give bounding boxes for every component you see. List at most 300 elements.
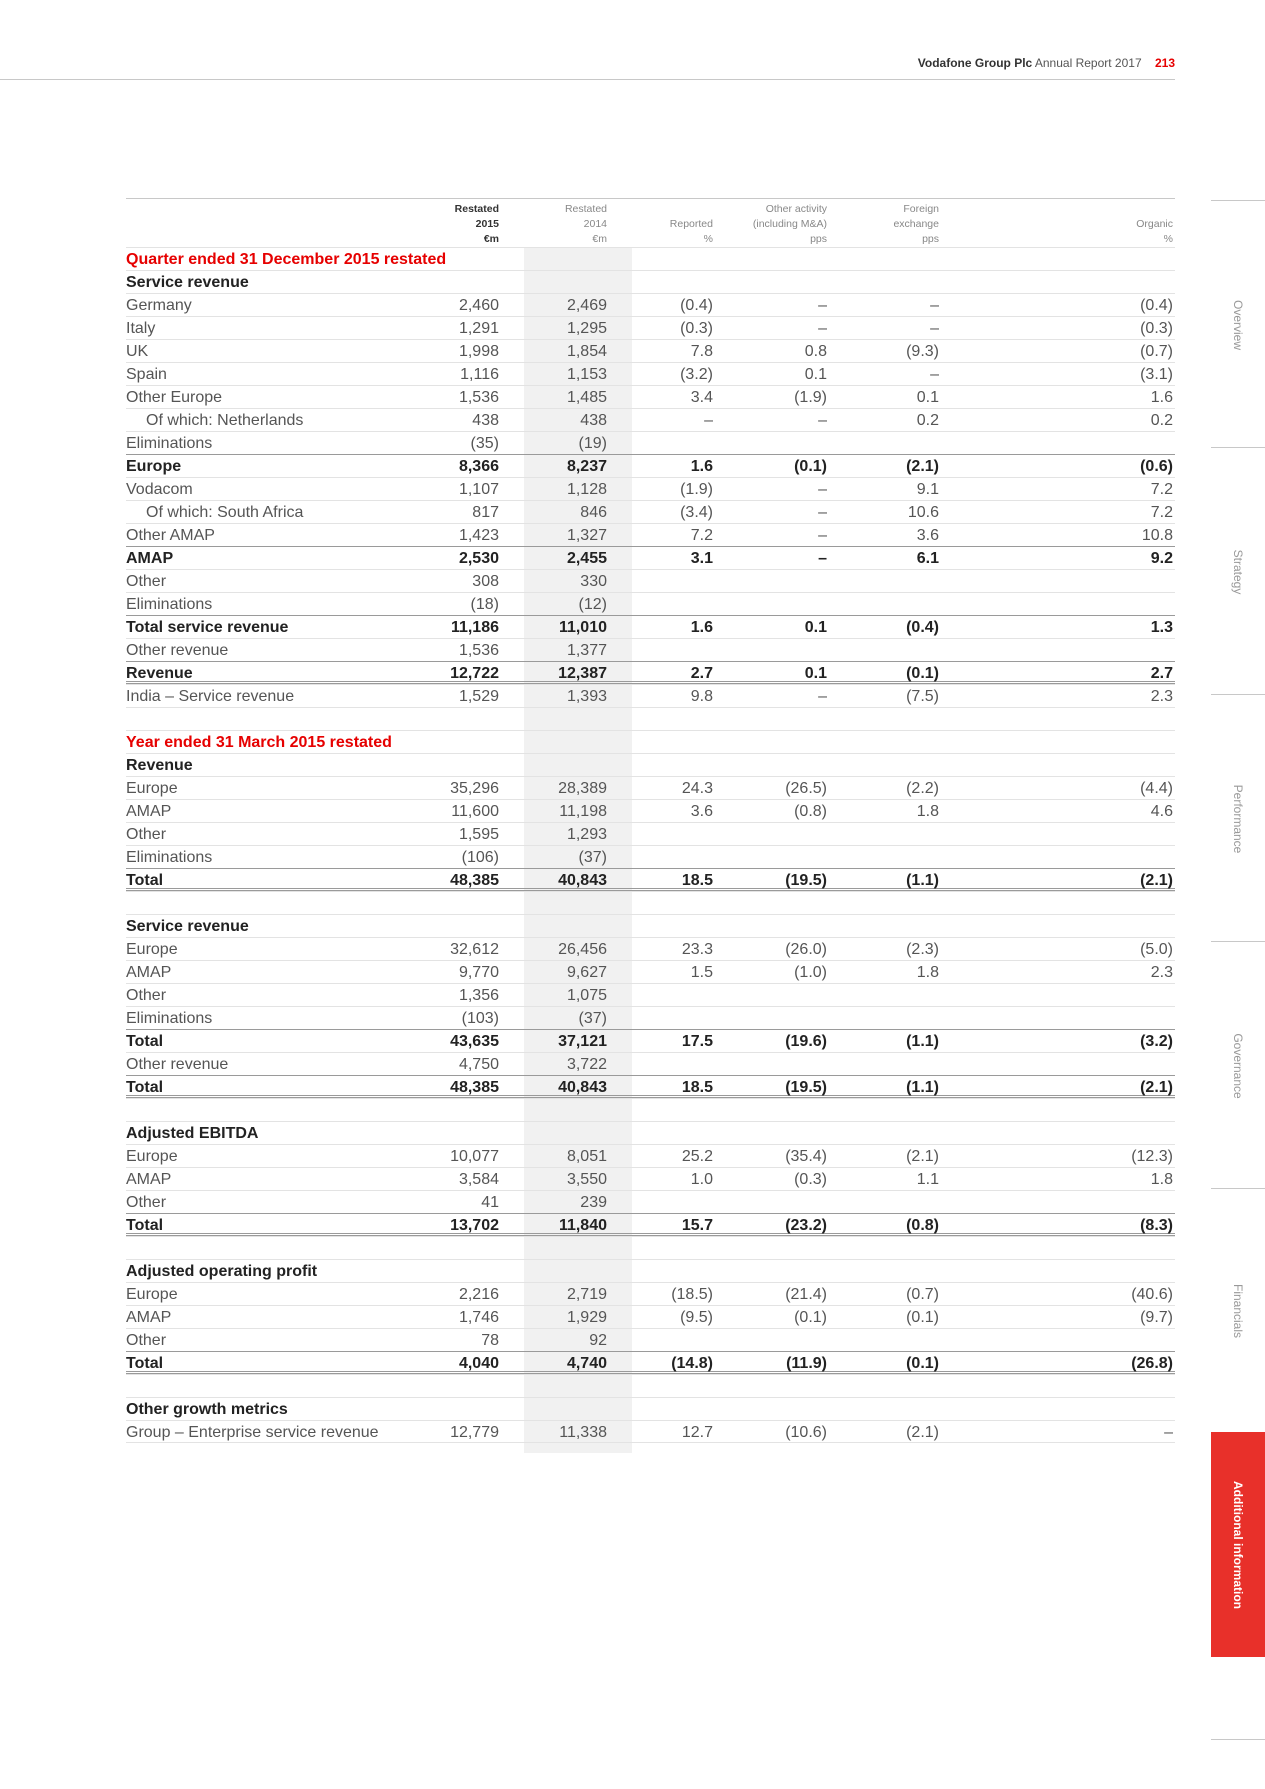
cell-value: 0.2	[1150, 412, 1173, 429]
table-row	[126, 1167, 1175, 1190]
cell-value: 1,536	[458, 642, 499, 659]
row-label: Europe	[126, 1286, 178, 1303]
cell-value: 7.2	[1150, 504, 1173, 521]
cell-value: 1,423	[458, 527, 499, 544]
cell-value: –	[818, 297, 827, 314]
cell-value: –	[930, 366, 939, 383]
page-header	[918, 56, 1175, 70]
row-label: Year ended 31 March 2015 restated	[126, 734, 392, 751]
cell-value: (21.4)	[785, 1286, 827, 1303]
cell-value: 2,530	[458, 550, 499, 567]
table-row	[126, 385, 1175, 408]
cell-value: (0.7)	[1140, 343, 1173, 360]
row-label: Spain	[126, 366, 167, 383]
cell-value: (11.9)	[786, 1355, 827, 1372]
cell-value: 13,702	[450, 1217, 499, 1234]
cell-value: 1,536	[458, 389, 499, 406]
cell-value: (1.1)	[906, 872, 939, 889]
cell-value: 4.6	[1150, 803, 1173, 820]
row-label: Europe	[126, 941, 178, 958]
table-row	[126, 730, 1175, 753]
cell-value: (3.4)	[680, 504, 713, 521]
cell-value: 35,296	[450, 780, 499, 797]
row-label: Quarter ended 31 December 2015 restated	[126, 251, 447, 268]
cell-value: 2,216	[458, 1286, 499, 1303]
cell-value: 1,291	[458, 320, 499, 337]
table-row	[126, 500, 1175, 523]
spacer-row	[126, 1098, 1175, 1121]
table-row	[126, 1052, 1175, 1075]
cell-value: 2.7	[1150, 665, 1173, 682]
row-label: Revenue	[126, 757, 193, 774]
cell-value: (0.4)	[1140, 297, 1173, 314]
cell-value: (0.8)	[794, 803, 827, 820]
row-label: Total service revenue	[126, 619, 289, 636]
table-row	[126, 845, 1175, 868]
cell-value: 37,121	[558, 1033, 607, 1050]
tab-label: Governance	[1231, 1032, 1245, 1099]
cell-value: 3,550	[566, 1171, 607, 1188]
cell-value: (10.6)	[785, 1424, 827, 1441]
cell-value: (0.3)	[1140, 320, 1173, 337]
row-label: Total	[126, 1217, 164, 1234]
cell-value: 1,595	[458, 826, 499, 843]
cell-value: (1.9)	[794, 389, 827, 406]
cell-value: 9,627	[566, 964, 607, 981]
cell-value: (3.2)	[680, 366, 713, 383]
table-row	[126, 569, 1175, 592]
cell-value: (5.0)	[1140, 941, 1173, 958]
cell-value: (0.3)	[680, 320, 713, 337]
company-name: Vodafone Group Plc	[917, 56, 1033, 70]
row-label: Of which: South Africa	[146, 504, 304, 521]
table-row	[126, 293, 1175, 316]
table-row	[126, 1305, 1175, 1328]
spacer-row	[126, 1236, 1175, 1259]
cell-value: 1.8	[1150, 1171, 1173, 1188]
cell-value: 26,456	[558, 941, 607, 958]
cell-value: (2.1)	[1140, 872, 1173, 889]
tab-performance[interactable]	[1211, 694, 1265, 942]
row-label: Total	[126, 1355, 164, 1372]
table-row	[126, 1029, 1175, 1052]
row-label: Europe	[126, 1148, 178, 1165]
row-label: AMAP	[126, 803, 172, 820]
cell-value: –	[818, 504, 827, 521]
cell-value: 1.3	[1150, 619, 1173, 636]
cell-value: 4,740	[566, 1355, 607, 1372]
column-header-line: Organic	[1136, 218, 1173, 230]
cell-value: 11,840	[558, 1217, 607, 1234]
cell-value: (0.1)	[906, 1309, 939, 1326]
row-label: Italy	[126, 320, 156, 337]
cell-value: (19.5)	[785, 872, 827, 889]
cell-value: (23.2)	[785, 1217, 827, 1234]
cell-value: (3.1)	[1140, 366, 1173, 383]
table-row	[126, 1420, 1175, 1443]
cell-value: 18.5	[681, 1079, 713, 1096]
cell-value: (1.1)	[906, 1033, 939, 1050]
cell-value: (2.1)	[906, 458, 939, 475]
table-row	[126, 431, 1175, 454]
spacer-row	[126, 707, 1175, 730]
cell-value: (2.1)	[906, 1148, 939, 1165]
cell-value: 1.8	[916, 964, 939, 981]
row-label: Adjusted operating profit	[126, 1263, 318, 1280]
column-header-line: 2014	[583, 218, 607, 230]
table-row	[126, 362, 1175, 385]
column-header-3	[670, 217, 713, 247]
column-header-4	[753, 202, 827, 247]
cell-value: 18.5	[681, 872, 713, 889]
cell-value: 0.1	[916, 389, 939, 406]
column-header-line: Restated	[564, 203, 607, 215]
cell-value: (2.3)	[906, 941, 939, 958]
cell-value: (18)	[470, 596, 499, 613]
tabs-bottom-rule	[1211, 1739, 1265, 1740]
cell-value: 3.1	[690, 550, 713, 567]
tab-additional-information[interactable]	[1211, 1432, 1265, 1657]
cell-value: (103)	[461, 1010, 499, 1027]
column-header-5	[893, 202, 939, 247]
cell-value: 8,366	[458, 458, 499, 475]
row-label: Total	[126, 1079, 164, 1096]
header-rule	[0, 79, 1175, 80]
cell-value: –	[818, 481, 827, 498]
table-row	[126, 316, 1175, 339]
row-label: Other growth metrics	[126, 1401, 288, 1418]
row-label: Other	[126, 987, 167, 1004]
table-row	[126, 454, 1175, 477]
cell-value: 2.7	[690, 665, 713, 682]
cell-value: 41	[481, 1194, 499, 1211]
cell-value: 1,327	[566, 527, 607, 544]
cell-value: (37)	[578, 1010, 607, 1027]
row-label: Other AMAP	[126, 527, 215, 544]
cell-value: 40,843	[558, 872, 607, 889]
table-row	[126, 1006, 1175, 1029]
column-header-line: pps	[922, 233, 939, 245]
row-label: Of which: Netherlands	[146, 412, 304, 429]
row-label: AMAP	[126, 964, 172, 981]
row-label: Service revenue	[126, 274, 249, 291]
row-label: Other	[126, 1194, 167, 1211]
cell-value: 3.4	[690, 389, 713, 406]
row-label: India – Service revenue	[126, 688, 295, 705]
cell-value: 17.5	[681, 1033, 713, 1050]
cell-value: (18.5)	[671, 1286, 713, 1303]
row-label: AMAP	[126, 550, 174, 567]
cell-value: 28,389	[558, 780, 607, 797]
cell-value: 1.8	[916, 803, 939, 820]
cell-value: 92	[589, 1332, 607, 1349]
cell-value: (8.3)	[1140, 1217, 1173, 1234]
financial-table	[126, 198, 1175, 1443]
cell-value: –	[818, 688, 827, 705]
cell-value: (19.5)	[785, 1079, 827, 1096]
cell-value: 11,186	[450, 619, 499, 636]
row-label: Europe	[126, 458, 182, 475]
row-label: AMAP	[126, 1171, 172, 1188]
row-label: Other revenue	[126, 642, 229, 659]
cell-value: (2.1)	[1140, 1079, 1173, 1096]
cell-value: 1,153	[566, 366, 607, 383]
cell-value: (7.5)	[906, 688, 939, 705]
cell-value: (9.3)	[906, 343, 939, 360]
cell-value: 9.1	[916, 481, 939, 498]
table-row	[126, 1075, 1175, 1098]
column-header-line: €m	[592, 233, 607, 245]
table-row	[126, 339, 1175, 362]
table-row	[126, 983, 1175, 1006]
column-header-line: Other activity	[765, 203, 827, 215]
column-header-line: pps	[810, 233, 827, 245]
cell-value: 3,584	[458, 1171, 499, 1188]
row-label: Total	[126, 872, 164, 889]
cell-value: 43,635	[450, 1033, 499, 1050]
table-row	[126, 753, 1175, 776]
cell-value: 9.2	[1150, 550, 1173, 567]
cell-value: 0.1	[804, 619, 827, 636]
table-row	[126, 868, 1175, 891]
row-label: Germany	[126, 297, 192, 314]
cell-value: (0.1)	[794, 458, 827, 475]
cell-value: 4,750	[458, 1056, 499, 1073]
cell-value: 1.6	[1150, 389, 1173, 406]
spacer-row	[126, 891, 1175, 914]
cell-value: 2,719	[566, 1286, 607, 1303]
cell-value: 1,854	[566, 343, 607, 360]
table-row	[126, 523, 1175, 546]
cell-value: 2,460	[458, 297, 499, 314]
cell-value: 1,929	[566, 1309, 607, 1326]
cell-value: 3.6	[690, 803, 713, 820]
table-row	[126, 546, 1175, 569]
cell-value: 4,040	[458, 1355, 499, 1372]
cell-value: –	[704, 412, 713, 429]
table-row	[126, 615, 1175, 638]
cell-value: 11,010	[558, 619, 607, 636]
cell-value: 11,338	[559, 1424, 607, 1441]
tab-label: Additional information	[1231, 1480, 1245, 1609]
row-label: Vodacom	[126, 481, 193, 498]
cell-value: 24.3	[681, 780, 713, 797]
page-number: 213	[1154, 56, 1175, 70]
row-label: Other	[126, 1332, 167, 1349]
cell-value: 9,770	[458, 964, 499, 981]
column-header-line: %	[1163, 233, 1173, 245]
cell-value: 1,293	[566, 826, 607, 843]
row-label: AMAP	[126, 1309, 172, 1326]
cell-value: (2.1)	[906, 1424, 939, 1441]
cell-value: 9.8	[690, 688, 713, 705]
tab-strategy[interactable]	[1211, 447, 1265, 695]
cell-value: 1,377	[566, 642, 607, 659]
cell-value: 1,485	[566, 389, 607, 406]
cell-value: (40.6)	[1131, 1286, 1173, 1303]
cell-value: –	[1164, 1424, 1173, 1441]
tab-financials[interactable]	[1211, 1188, 1265, 1433]
cell-value: 25.2	[681, 1148, 713, 1165]
cell-value: 2.3	[1150, 964, 1173, 981]
cell-value: 1,116	[460, 366, 499, 383]
cell-value: (0.8)	[906, 1217, 939, 1234]
tab-label: Financials	[1231, 1283, 1245, 1339]
cell-value: (0.1)	[906, 665, 939, 682]
cell-value: 10.6	[907, 504, 939, 521]
cell-value: 10.8	[1141, 527, 1173, 544]
cell-value: 438	[580, 412, 607, 429]
cell-value: 1.0	[690, 1171, 713, 1188]
table-row	[126, 1397, 1175, 1420]
table-row	[126, 937, 1175, 960]
cell-value: (0.1)	[794, 1309, 827, 1326]
cell-value: 7.2	[1150, 481, 1173, 498]
cell-value: (1.9)	[680, 481, 713, 498]
table-row	[126, 247, 1175, 270]
cell-value: 0.1	[804, 366, 827, 383]
spacer-row	[126, 1374, 1175, 1397]
table-row	[126, 1144, 1175, 1167]
cell-value: 1,998	[458, 343, 499, 360]
table-row	[126, 661, 1175, 684]
cell-value: (19)	[578, 435, 607, 452]
tab-governance[interactable]	[1211, 941, 1265, 1189]
cell-value: 3.6	[916, 527, 939, 544]
table-row	[126, 1213, 1175, 1236]
cell-value: (0.3)	[794, 1171, 827, 1188]
cell-value: 0.2	[916, 412, 939, 429]
tab-overview[interactable]	[1211, 200, 1265, 448]
cell-value: 48,385	[450, 1079, 499, 1096]
cell-value: 11,600	[451, 803, 499, 820]
cell-value: 1,393	[566, 688, 607, 705]
table-row	[126, 684, 1175, 707]
cell-value: 6.1	[916, 550, 939, 567]
cell-value: (106)	[461, 849, 499, 866]
cell-value: 23.3	[681, 941, 713, 958]
cell-value: 11,198	[559, 803, 607, 820]
cell-value: –	[818, 527, 827, 544]
cell-value: 8,237	[566, 458, 607, 475]
column-header-line: Restated	[454, 203, 499, 215]
cell-value: (9.5)	[680, 1309, 713, 1326]
cell-value: 12,387	[558, 665, 607, 682]
cell-value: 1,295	[566, 320, 607, 337]
column-header-1	[455, 202, 499, 247]
column-header-6	[1136, 217, 1173, 247]
cell-value: (35.4)	[785, 1148, 827, 1165]
table-row	[126, 1121, 1175, 1144]
cell-value: 1,746	[458, 1309, 499, 1326]
row-label: Europe	[126, 780, 178, 797]
cell-value: 1,529	[458, 688, 499, 705]
cell-value: 2,455	[566, 550, 607, 567]
cell-value: 1,128	[566, 481, 607, 498]
cell-value: 7.8	[690, 343, 713, 360]
cell-value: 12.7	[681, 1424, 713, 1441]
column-header-line: €m	[483, 233, 499, 245]
cell-value: (2.2)	[906, 780, 939, 797]
cell-value: –	[818, 412, 827, 429]
cell-value: –	[818, 550, 827, 567]
cell-value: 7.2	[690, 527, 713, 544]
row-label: Other revenue	[126, 1056, 229, 1073]
table-row	[126, 477, 1175, 500]
table-row	[126, 270, 1175, 293]
cell-value: –	[930, 320, 939, 337]
cell-value: (1.0)	[794, 964, 827, 981]
cell-value: 40,843	[558, 1079, 607, 1096]
cell-value: 1.1	[916, 1171, 939, 1188]
cell-value: 12,779	[450, 1424, 499, 1441]
row-label: Revenue	[126, 665, 193, 682]
table-row	[126, 1259, 1175, 1282]
cell-value: (12)	[578, 596, 607, 613]
cell-value: 1,107	[458, 481, 499, 498]
cell-value: (19.6)	[785, 1033, 827, 1050]
cell-value: 1,075	[566, 987, 607, 1004]
cell-value: 15.7	[681, 1217, 713, 1234]
table-row	[126, 1282, 1175, 1305]
row-label: Total	[126, 1033, 164, 1050]
cell-value: (4.4)	[1140, 780, 1173, 797]
cell-value: 1.6	[690, 458, 713, 475]
cell-value: 239	[580, 1194, 607, 1211]
column-header-line: exchange	[893, 218, 939, 230]
cell-value: 10,077	[450, 1148, 499, 1165]
table-row	[126, 1351, 1175, 1374]
cell-value: (0.7)	[906, 1286, 939, 1303]
cell-value: 330	[580, 573, 607, 590]
row-label: Eliminations	[126, 1010, 213, 1027]
tab-label: Overview	[1231, 299, 1245, 350]
column-header-line: (including M&A)	[752, 218, 827, 230]
cell-value: (12.3)	[1131, 1148, 1173, 1165]
cell-value: 817	[472, 504, 499, 521]
table-row	[126, 592, 1175, 615]
row-label: Adjusted EBITDA	[126, 1125, 259, 1142]
cell-value: 846	[580, 504, 607, 521]
cell-value: –	[930, 297, 939, 314]
table-row	[126, 408, 1175, 431]
cell-value: (26.5)	[785, 780, 827, 797]
row-label: Other	[126, 826, 167, 843]
cell-value: (0.4)	[680, 297, 713, 314]
row-label: Eliminations	[126, 596, 213, 613]
row-label: Service revenue	[126, 918, 249, 935]
cell-value: 1,356	[458, 987, 499, 1004]
table-body	[126, 247, 1175, 1443]
cell-value: –	[818, 320, 827, 337]
table-row	[126, 914, 1175, 937]
table-row	[126, 799, 1175, 822]
cell-value: (0.1)	[906, 1355, 939, 1372]
row-label: Other	[126, 573, 167, 590]
cell-value: 1.5	[690, 964, 713, 981]
column-header-line: Reported	[669, 218, 713, 230]
cell-value: (1.1)	[906, 1079, 939, 1096]
table-row	[126, 1190, 1175, 1213]
cell-value: 2,469	[566, 297, 607, 314]
cell-value: (9.7)	[1140, 1309, 1173, 1326]
cell-value: (14.8)	[671, 1355, 713, 1372]
table-row	[126, 1328, 1175, 1351]
tab-label: Strategy	[1231, 549, 1245, 594]
cell-value: (35)	[470, 435, 499, 452]
row-label: Group – Enterprise service revenue	[126, 1424, 379, 1441]
column-header-line: Foreign	[903, 203, 939, 215]
